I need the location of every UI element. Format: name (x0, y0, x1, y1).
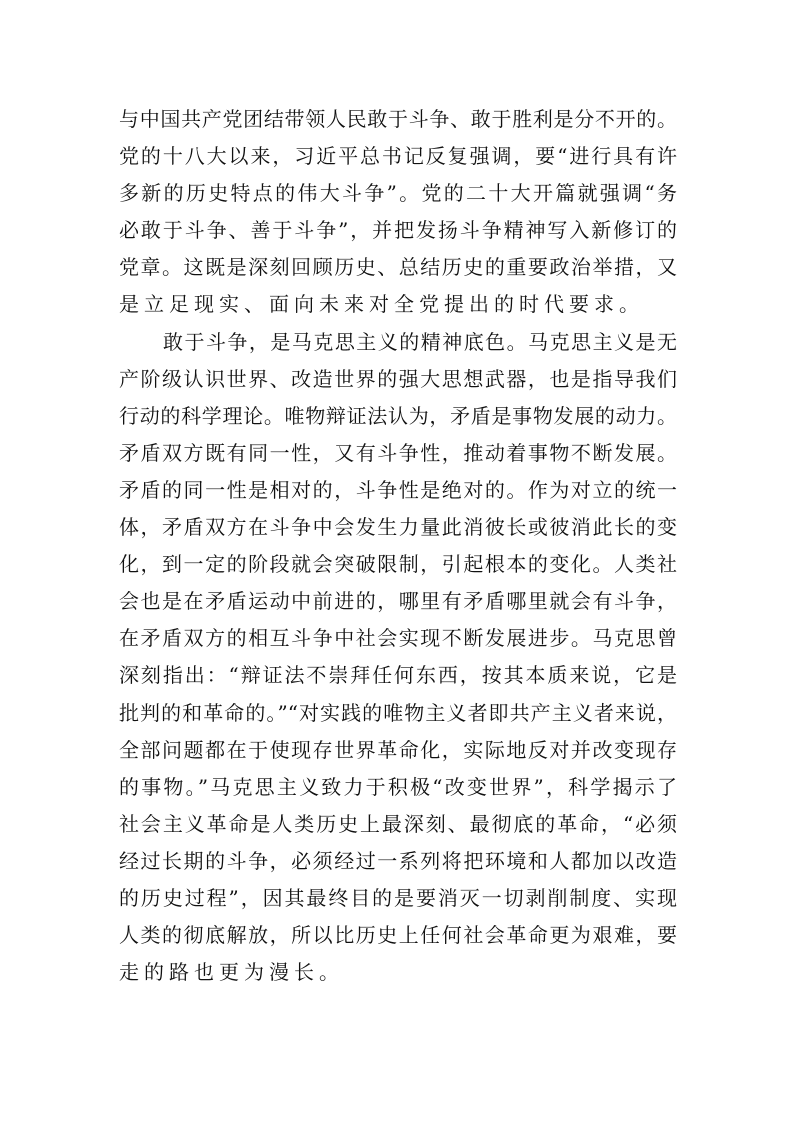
text-line: 批判的和革命的。”“对实践的唯物主义者即共产主义者来说， (119, 700, 677, 725)
text-line: 多新的历史特点的伟大斗争”。党的二十大开篇就强调“务 (119, 181, 677, 206)
paragraph-2 (119, 324, 677, 992)
text-line: 敢于斗争，是马克思主义的精神底色。马克思主义是无 (163, 329, 677, 354)
paragraph-1 (119, 101, 677, 324)
text-line: 行动的科学理论。唯物辩证法认为，矛盾是事物发展的动力。 (119, 403, 677, 428)
text-line: 矛盾的同一性是相对的，斗争性是绝对的。作为对立的统一 (119, 477, 677, 502)
text-line: 深刻指出：“辩证法不崇拜任何东西，按其本质来说，它是 (119, 663, 677, 688)
text-line: 走的路也更为漫长。 (119, 960, 344, 985)
document-body (119, 101, 677, 991)
text-line: 的历史过程”，因其最终目的是要消灭一切剥削制度、实现 (119, 885, 677, 910)
text-line: 在矛盾双方的相互斗争中社会实现不断发展进步。马克思曾 (119, 626, 677, 651)
text-line: 必敢于斗争、善于斗争”，并把发扬斗争精神写入新修订的 (119, 218, 677, 243)
text-line: 体，矛盾双方在斗争中会发生力量此消彼长或彼消此长的变 (119, 515, 677, 540)
text-line: 矛盾双方既有同一性，又有斗争性，推动着事物不断发展。 (119, 440, 677, 465)
text-line: 的事物。”马克思主义致力于积极“改变世界”，科学揭示了 (119, 774, 677, 799)
text-line: 是立足现实、面向未来对全党提出的时代要求。 (119, 292, 644, 317)
text-line: 化，到一定的阶段就会突破限制，引起根本的变化。人类社 (119, 552, 677, 577)
text-line: 与中国共产党团结带领人民敢于斗争、敢于胜利是分不开的。 (119, 107, 677, 131)
text-line: 党章。这既是深刻回顾历史、总结历史的重要政治举措，又 (119, 255, 677, 280)
text-line: 党的十八大以来，习近平总书记反复强调，要“进行具有许 (119, 144, 677, 169)
text-line: 会也是在矛盾运动中前进的，哪里有矛盾哪里就会有斗争， (119, 589, 677, 614)
text-line: 全部问题都在于使现存世界革命化，实际地反对并改变现存 (119, 737, 677, 762)
text-line: 人类的彻底解放，所以比历史上任何社会革命更为艰难，要 (119, 923, 677, 948)
text-line: 社会主义革命是人类历史上最深刻、最彻底的革命，“必须 (119, 811, 677, 836)
text-line: 产阶级认识世界、改造世界的强大思想武器，也是指导我们 (119, 366, 677, 391)
text-line: 经过长期的斗争，必须经过一系列将把环境和人都加以改造 (119, 848, 677, 873)
